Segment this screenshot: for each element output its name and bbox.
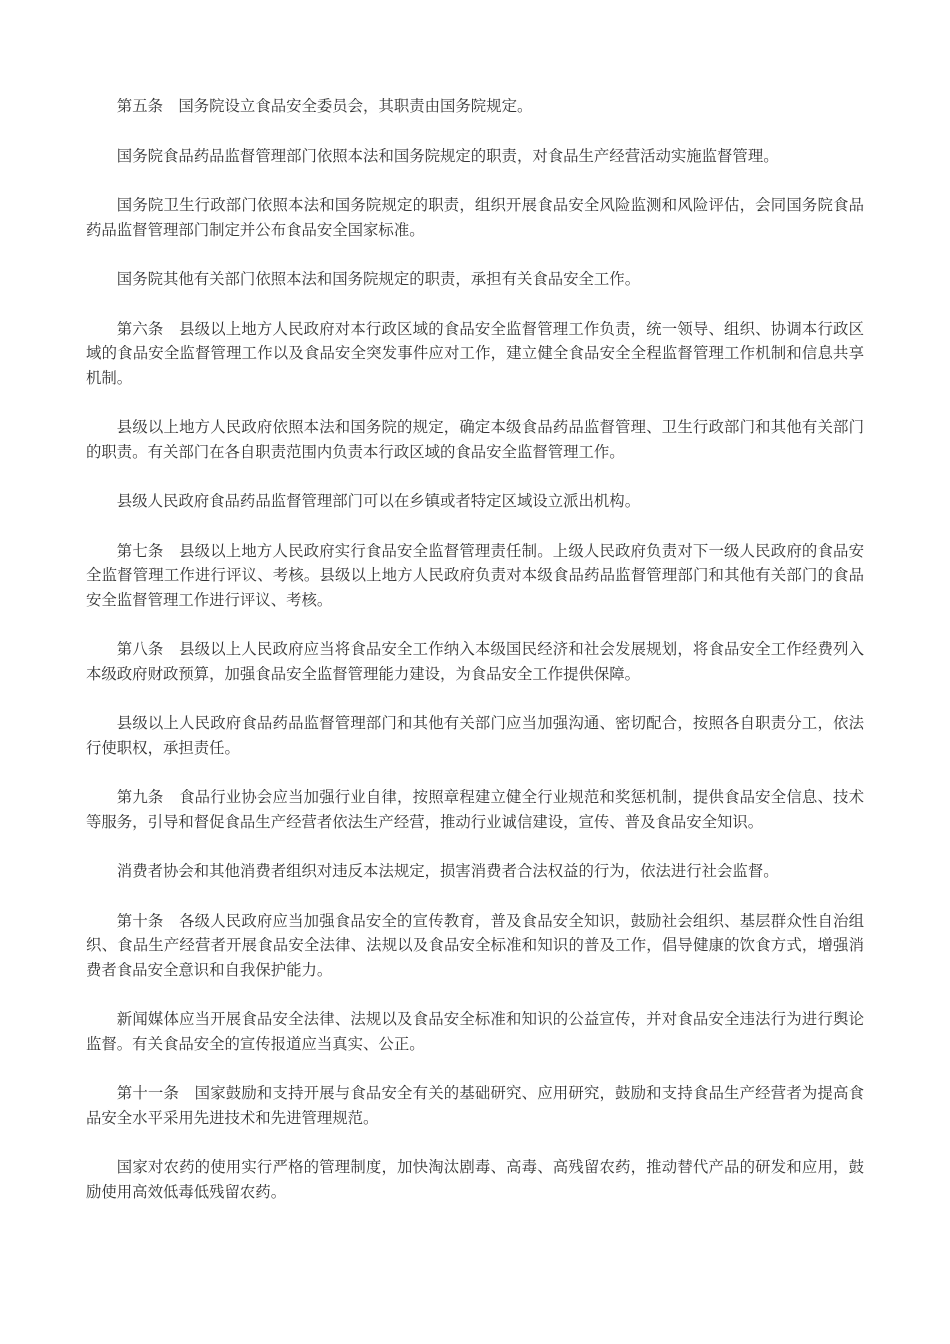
paragraph-article-6: 第六条 县级以上地方人民政府对本行政区域的食品安全监督管理工作负责，统一领导、组织、协调本行政区域的食品安全监督管理工作以及食品安全突发事件应对工作，建立健全食品安全全程监督管理工作机制和信息共享机制。	[86, 319, 864, 387]
paragraph: 国务院卫生行政部门依照本法和国务院规定的职责，组织开展食品安全风险监测和风险评估，会同国务院食品药品监督管理部门制定并公布食品安全国家标准。	[86, 196, 864, 239]
paragraph: 国家对农药的使用实行严格的管理制度，加快淘汰剧毒、高毒、高残留农药，推动替代产品的研发和应用，鼓励使用高效低毒低残留农药。	[86, 1158, 864, 1201]
document-body	[86, 94, 864, 1229]
paragraph: 县级人民政府食品药品监督管理部门可以在乡镇或者特定区域设立派出机构。	[116, 492, 641, 510]
paragraph: 国务院食品药品监督管理部门依照本法和国务院规定的职责，对食品生产经营活动实施监督管理。	[116, 146, 779, 165]
paragraph-article-10: 第十条 各级人民政府应当加强食品安全的宣传教育，普及食品安全知识，鼓励社会组织、基层群众性自治组织、食品生产经营者开展食品安全法律、法规以及食品安全标准和知识的普及工作，倡导健康的饮食方式，增强消费者食品安全意识和自我保护能力。	[86, 911, 864, 979]
paragraph-article-7: 第七条 县级以上地方人民政府实行食品安全监督管理责任制。上级人民政府负责对下一级人民政府的食品安全监督管理工作进行评议、考核。县级以上地方人民政府负责对本级食品药品监督管理部门和其他有关部门的食品安全监督管理工作进行评议、考核。	[86, 541, 864, 609]
paragraph: 消费者协会和其他消费者组织对违反本法规定，损害消费者合法权益的行为，依法进行社会监督。	[116, 862, 779, 880]
paragraph-article-11: 第十一条 国家鼓励和支持开展与食品安全有关的基础研究、应用研究，鼓励和支持食品生产经营者为提高食品安全水平采用先进技术和先进管理规范。	[86, 1084, 864, 1127]
paragraph: 县级以上人民政府食品药品监督管理部门和其他有关部门应当加强沟通、密切配合，按照各自职责分工，依法行使职权，承担责任。	[86, 714, 864, 757]
paragraph: 新闻媒体应当开展食品安全法律、法规以及食品安全标准和知识的公益宣传，并对食品安全违法行为进行舆论监督。有关食品安全的宣传报道应当真实、公正。	[86, 1010, 864, 1053]
paragraph-article-5: 第五条 国务院设立食品安全委员会，其职责由国务院规定。	[116, 97, 533, 115]
paragraph-article-8: 第八条 县级以上人民政府应当将食品安全工作纳入本级国民经济和社会发展规划，将食品安全工作经费列入本级政府财政预算，加强食品安全监督管理能力建设，为食品安全工作提供保障。	[86, 640, 864, 683]
paragraph: 县级以上地方人民政府依照本法和国务院的规定，确定本级食品药品监督管理、卫生行政部门和其他有关部门的职责。有关部门在各自职责范围内负责本行政区域的食品安全监督管理工作。	[86, 418, 864, 461]
paragraph: 国务院其他有关部门依照本法和国务院规定的职责，承担有关食品安全工作。	[116, 270, 641, 288]
paragraph-article-9: 第九条 食品行业协会应当加强行业自律，按照章程建立健全行业规范和奖惩机制，提供食品安全信息、技术等服务，引导和督促食品生产经营者依法生产经营，推动行业诚信建设，宣传、普及食品安全知识。	[86, 788, 864, 831]
